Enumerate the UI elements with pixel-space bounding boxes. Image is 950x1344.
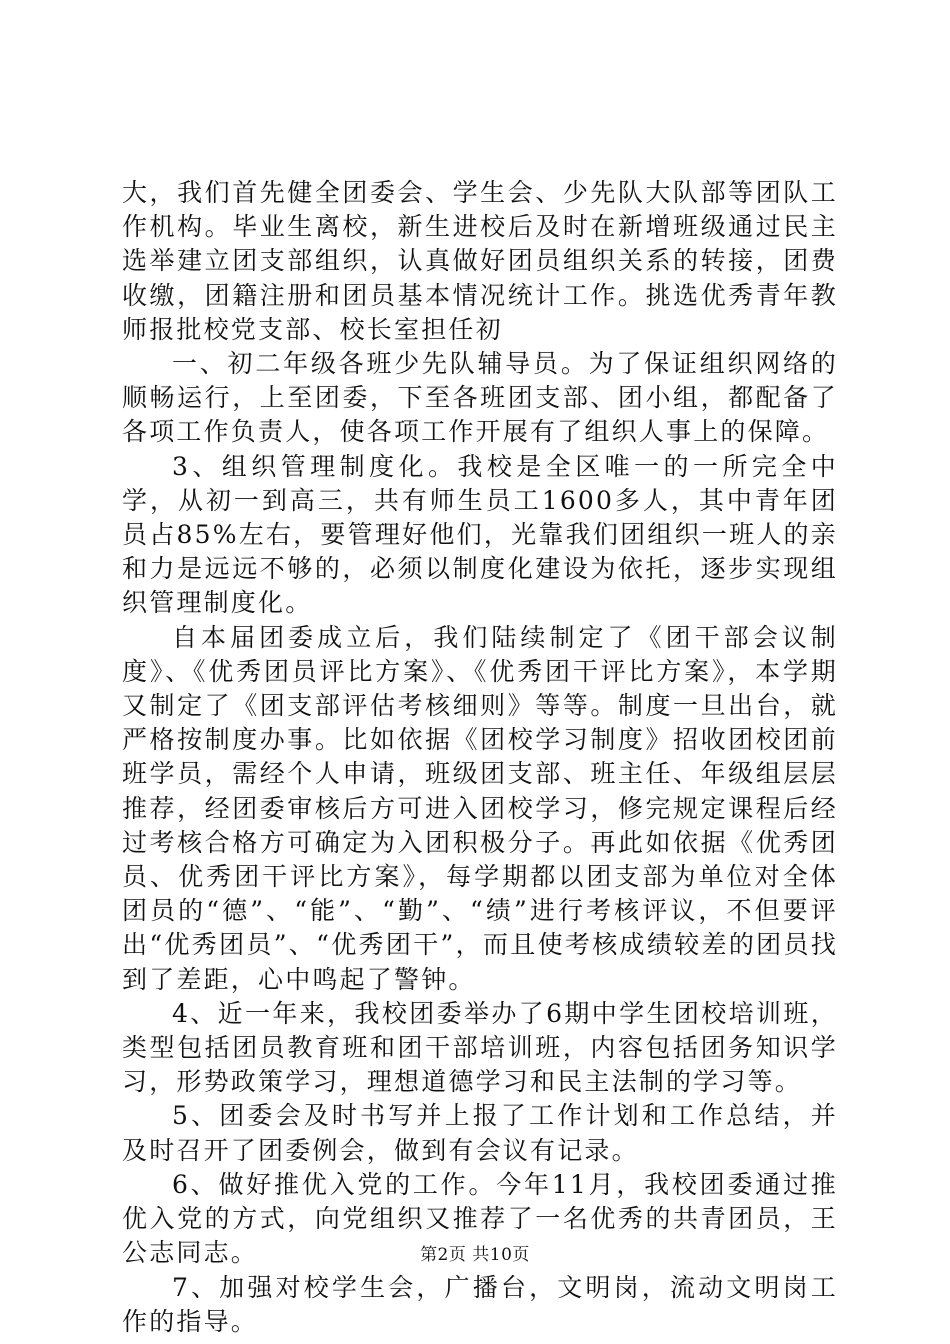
document-body: [122, 176, 838, 1339]
paragraph-counselors: 一、初二年级各班少先队辅导员。为了保证组织网络的顺畅运行，上至团委，下至各班团支部、团小组，都配备了各项工作负责人，使各项工作开展有了组织人事上的保障。: [122, 349, 838, 447]
paragraph-item-7: 7、加强对校学生会，广播台，文明岗，流动文明岗工作的指导。: [122, 1272, 838, 1336]
paragraph-item-4: 4、近一年来，我校团委举办了6期中学生团校培训班，类型包括团员教育班和团干部培训班，内容包括团务知识学习，形势政策学习，理想道德学习和民主法制的学习等。: [122, 998, 838, 1097]
page-footer: 第2页 共10页: [420, 1245, 530, 1265]
paragraph-item-6: 6、做好推优入党的工作。今年11月，我校团委通过推优入党的方式，向党组织又推荐了一名优秀的共青团员，王公志同志。: [122, 1169, 838, 1268]
paragraph-item-5: 5、团委会及时书写并上报了工作计划和工作总结，并及时召开了团委例会，做到有会议有记录。: [122, 1101, 838, 1165]
paragraph-item-3: 3、组织管理制度化。我校是全区唯一的一所完全中学，从初一到高三，共有师生员工1600多人，其中青年团员占85%左右，要管理好他们，光靠我们团组织一班人的亲和力是远远不够的，必须以制度化建设为依托，逐步实现组织管理制度化。: [122, 451, 838, 618]
paragraph-regulations: 自本届团委成立后，我们陆续制定了《团干部会议制度》、《优秀团员评比方案》、《优秀团干评比方案》，本学期又制定了《团支部评估考核细则》等等。制度一旦出台，就严格按制度办事。比如依据《团校学习制度》招收团校团前班学员，需经个人申请，班级团支部、班主任、年级组层层推荐，经团委审核后方可进入团校学习，修完规定课程后经过考核合格方可确定为入团积极分子。再此如依据《优秀团员、优秀团干评比方案》，每学期都以团支部为单位对全体团员的“德”、“能”、“勤”、“绩”进行考核评议，不但要评出“优秀团员”、“优秀团干”，而且使考核成绩较差的团员找到了差距，心中鸣起了警钟。: [122, 622, 838, 994]
paragraph-continuation: 大，我们首先健全团委会、学生会、少先队大队部等团队工作机构。毕业生离校，新生进校后及时在新增班级通过民主选举建立团支部组织，认真做好团员组织关系的转接，团费收缴，团籍注册和团员基本情况统计工作。挑选优秀青年教师报批校党支部、校长室担任初: [122, 178, 838, 344]
